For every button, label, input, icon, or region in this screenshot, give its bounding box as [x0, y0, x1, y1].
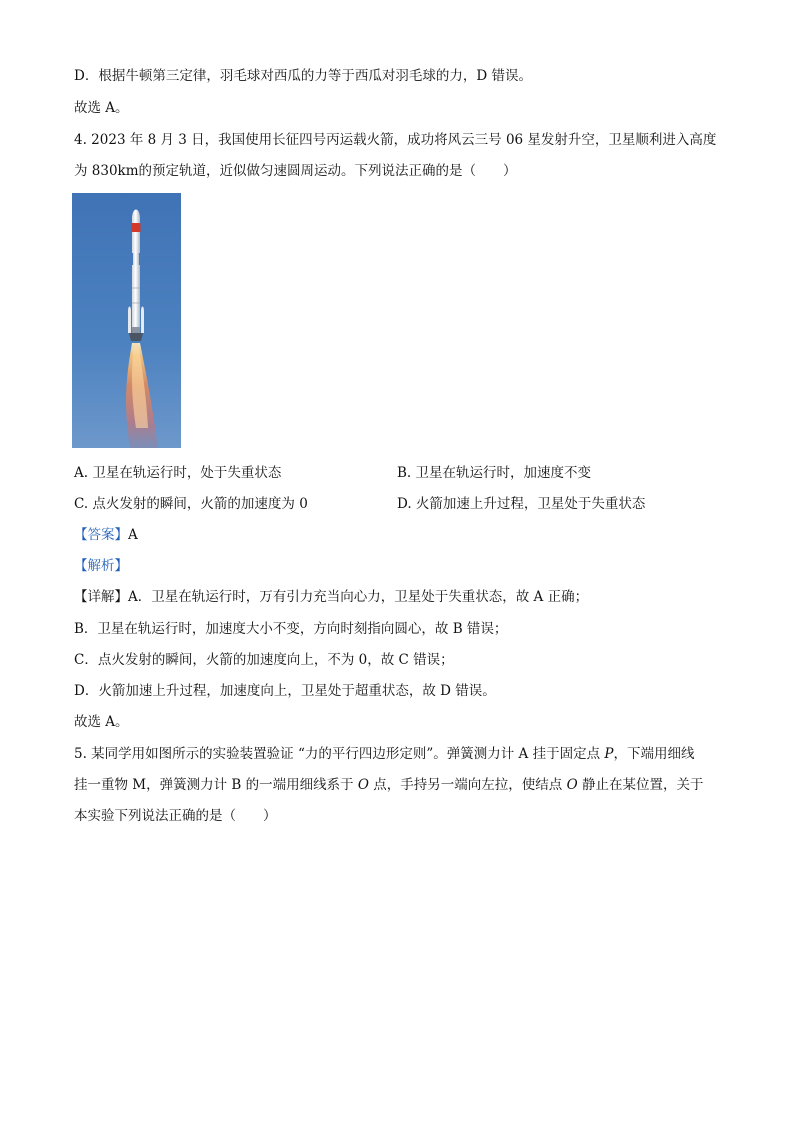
q5-point-o-2: O: [566, 777, 578, 793]
detail-a-text: A．卫星在轨运行时，万有引力充当向心力，卫星处于失重状态，故 A 正确；: [128, 589, 589, 605]
q5-point-p: P: [604, 746, 614, 762]
q4-answer: [74, 526, 138, 544]
answer-label: 【答案】: [74, 527, 128, 543]
answer-value: A: [128, 527, 138, 543]
q4-analysis-heading: [74, 557, 128, 575]
q4-option-b: B. 卫星在轨运行时，加速度不变: [397, 465, 592, 481]
q5-stem-line2: [74, 776, 703, 794]
detail-label: 【详解】: [74, 589, 128, 605]
q5-stem-line1: [74, 745, 694, 763]
q4-detail-d: D．火箭加速上升过程，加速度向上，卫星处于超重状态，故 D 错误。: [74, 683, 496, 699]
q4-option-a: A. 卫星在轨运行时，处于失重状态: [74, 465, 282, 481]
rocket-launch-photo: [72, 193, 181, 448]
q4-option-d: D. 火箭加速上升过程，卫星处于失重状态: [397, 496, 646, 512]
q4-stem-line2: 为 830km的预定轨道，近似做匀速圆周运动。下列说法正确的是（ ）: [74, 163, 517, 179]
q4-conclusion: 故选 A。: [74, 714, 129, 730]
q4-detail-a: [74, 588, 588, 606]
q5-line2-text-c: 静止在某位置，关于: [577, 777, 704, 793]
q4-detail-b: B．卫星在轨运行时，加速度大小不变，方向时刻指向圆心，故 B 错误；: [74, 621, 508, 637]
q5-stem-line3: 本实验下列说法正确的是（ ）: [74, 808, 277, 824]
prev-conclusion: 故选 A。: [74, 100, 129, 116]
analysis-label: 【解析】: [74, 558, 128, 574]
q5-point-o-1: O: [357, 777, 369, 793]
q5-line1-text-b: ，下端用细线: [613, 746, 695, 762]
q5-line2-text-b: 点，手持另一端向左拉，使结点: [369, 777, 567, 793]
q5-line2-text-a: 挂一重物 M，弹簧测力计 B 的一端用细线系于: [74, 777, 358, 793]
q4-stem-line1: 4. 2023 年 8 月 3 日，我国使用长征四号丙运载火箭，成功将风云三号 06 星发射升空，卫星顺利进入高度: [74, 132, 717, 148]
q5-line1-text-a: 5. 某同学用如图所示的实验装置验证 “力的平行四边形定则”。弹簧测力计 A 挂于固定点: [74, 746, 605, 762]
q4-detail-c: C．点火发射的瞬间，火箭的加速度向上，不为 0，故 C 错误；: [74, 652, 454, 668]
prev-option-d-explanation: D．根据牛顿第三定律，羽毛球对西瓜的力等于西瓜对羽毛球的力，D 错误。: [74, 68, 532, 84]
q4-option-c: C. 点火发射的瞬间，火箭的加速度为 0: [74, 496, 308, 512]
